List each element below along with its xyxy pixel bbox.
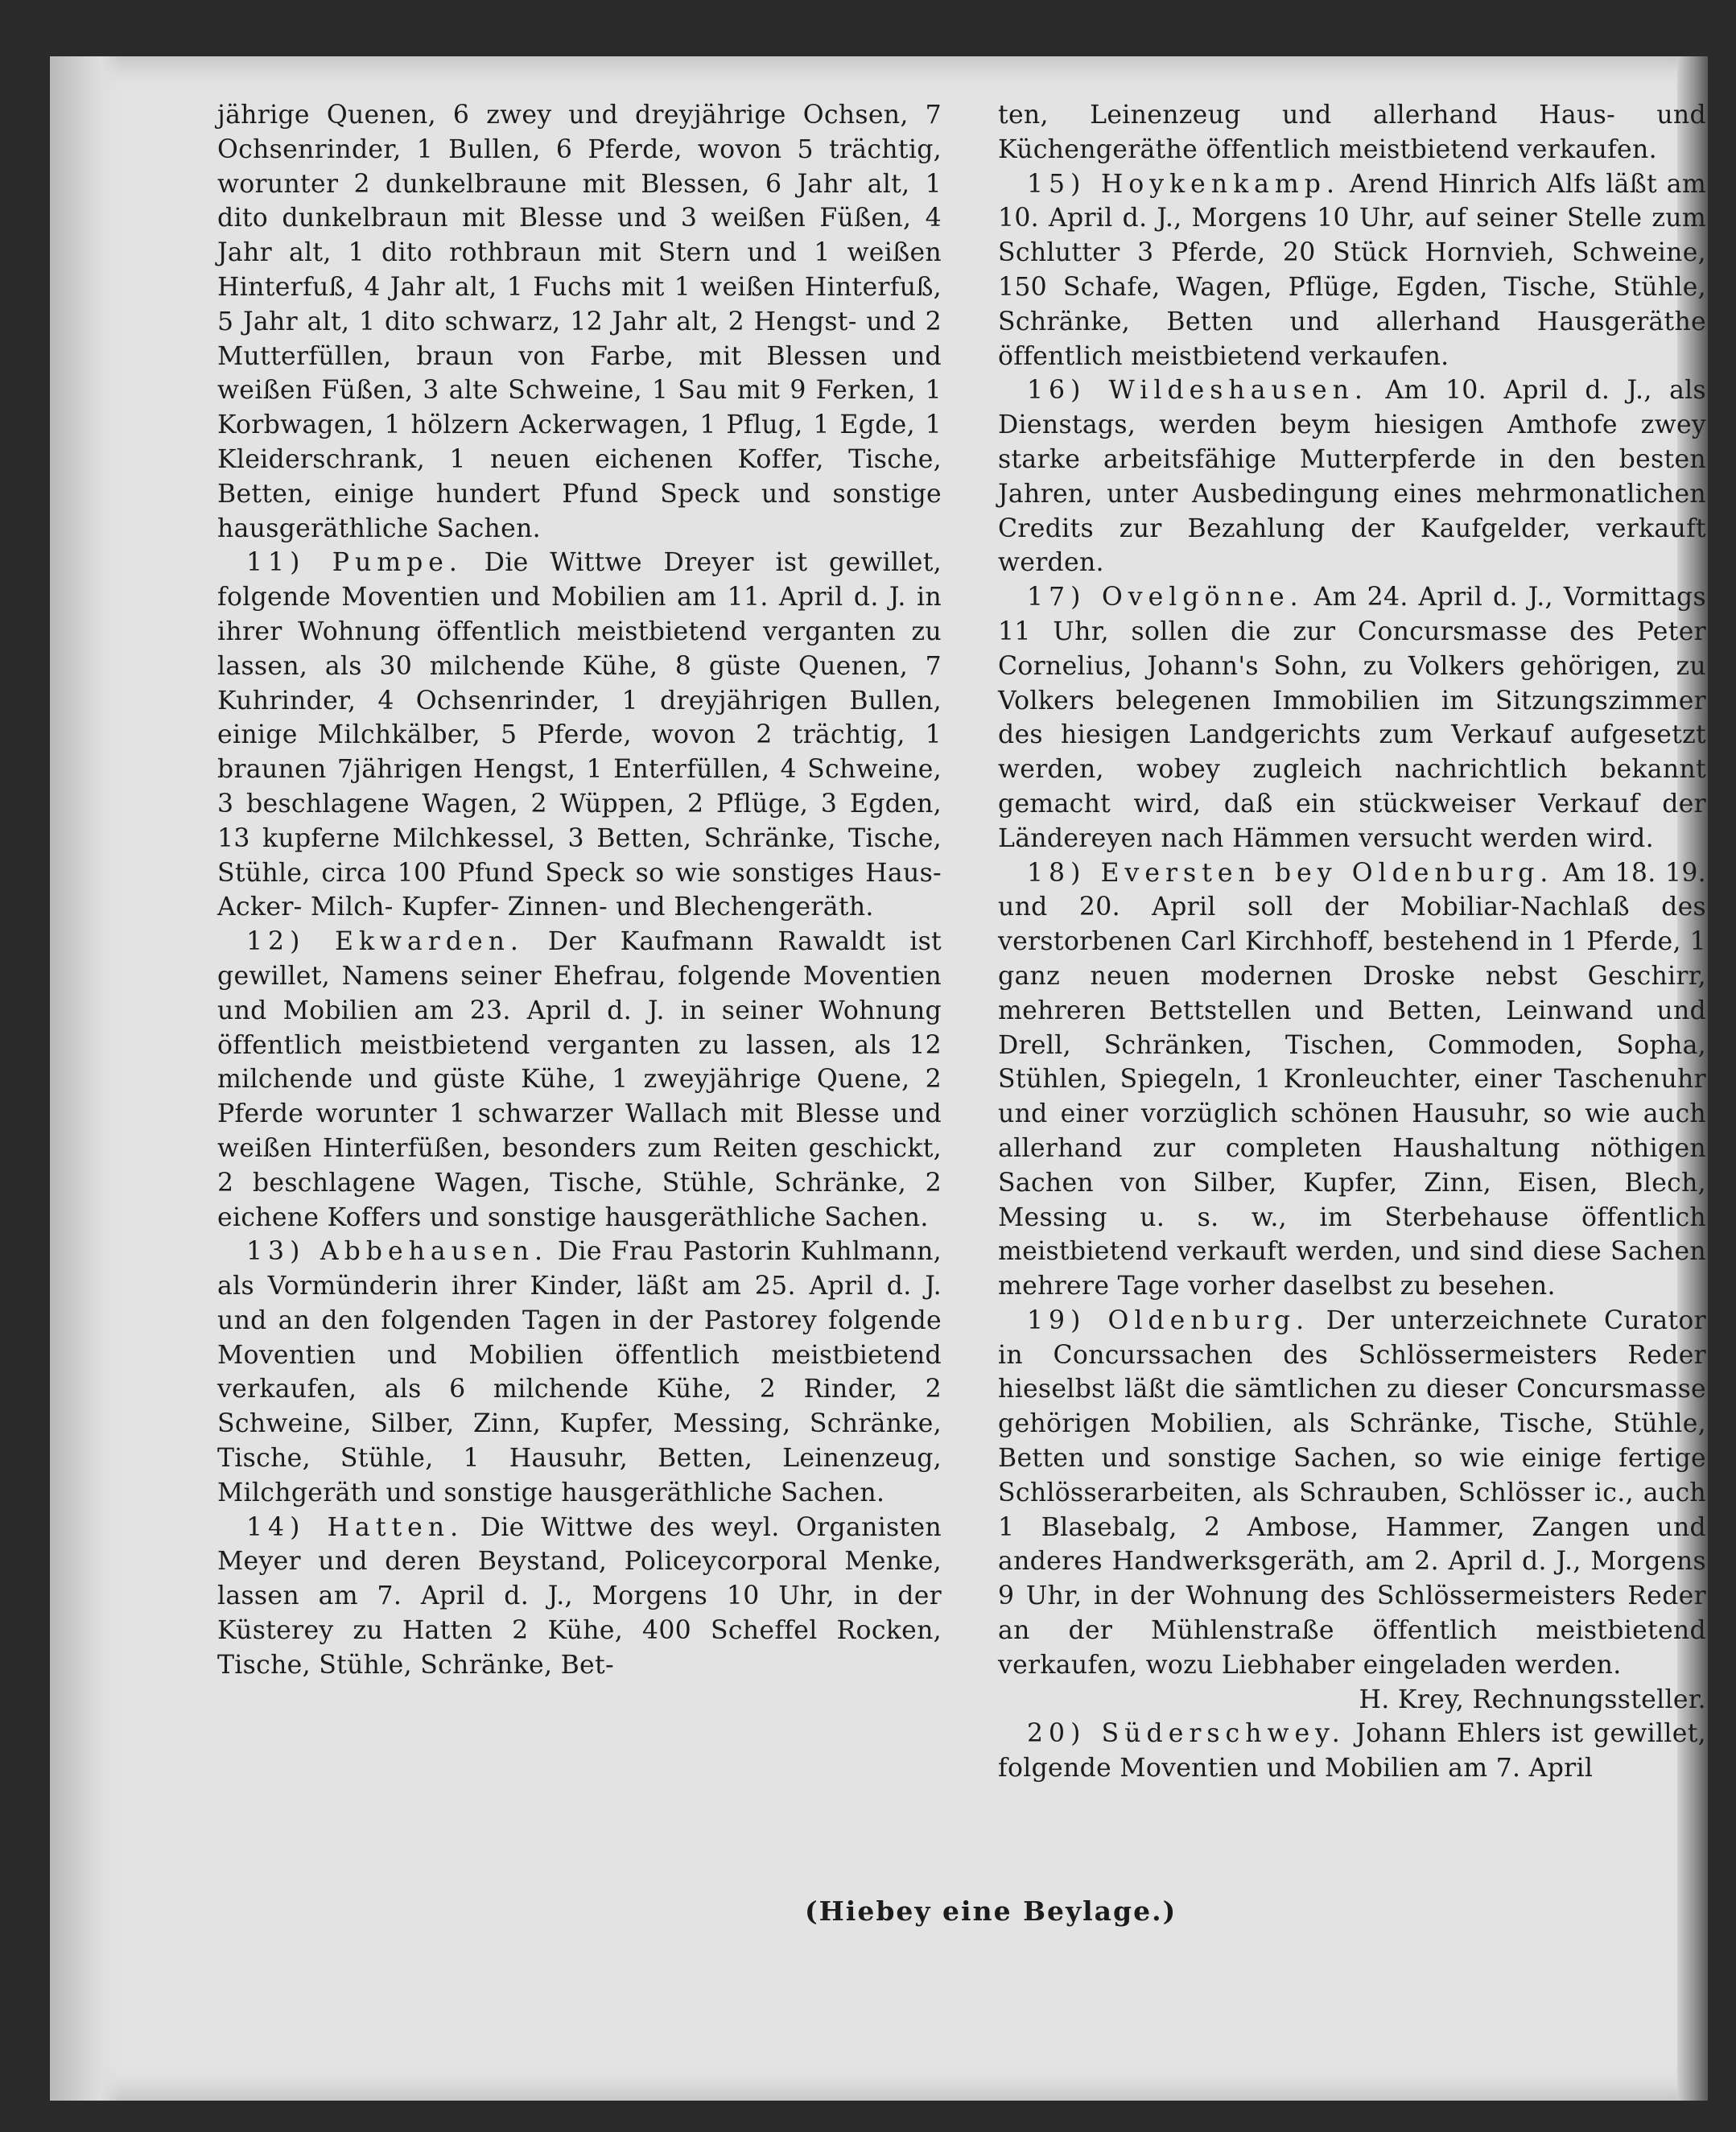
notice-continuation [217, 98, 942, 546]
notice-place: 11) Pumpe. [246, 548, 463, 578]
notice-text: Die Wittwe Dreyer ist gewillet, folgende Moventien und Mobilien am 11. April d. J. in ihrer Wohnung öffentlich meistbietend verganten zu lassen, als 30 milchende Kühe, 8 güste Quenen, 7 Kuhrinder, 4 Ochsenrinder, 1 dreyjährigen Bullen, einige Milchkälber, 5 Pferde, wovon 2 trächtig, 1 braunen 7jährigen Hengst, 1 Enterfüllen, 4 Schweine, 3 beschlagene Wagen, 2 Wüppen, 2 Pflüge, 3 Egden, 13 kupferne Milchkessel, 3 Betten, Schränke, Tische, Stühle, circa 100 Pfund Speck so wie sonstiges Haus- Acker- Milch- Kupfer- Zinnen- und Blechengeräth. [217, 548, 942, 922]
signature-text: H. Krey, Rechnungssteller. [1359, 1685, 1706, 1714]
notice-text: jährige Quenen, 6 zwey und dreyjährige Ochsen, 7 Ochsenrinder, 1 Bullen, 6 Pferde, wovon 5 trächtig, worunter 2 dunkelbraune mit Blessen, 6 Jahr alt, 1 dito dunkelbraun mit Blesse und 3 weißen Füßen, 4 Jahr alt, 1 dito rothbraun mit Stern und 1 weißen Hinterfuß, 4 Jahr alt, 1 Fuchs mit 1 weißen Hinterfuß, 5 Jahr alt, 1 dito schwarz, 12 Jahr alt, 2 Hengst- und 2 Mutterfüllen, braun von Farbe, mit Blessen und weißen Füßen, 3 alte Schweine, 1 Sau mit 9 Ferken, 1 Korbwagen, 1 hölzern Ackerwagen, 1 Pflug, 1 Egde, 1 Kleiderschrank, 1 neuen eichenen Koffer, Tische, Betten, einige hundert Pfund Speck und sonstige hausgeräthliche Sachen. [217, 101, 942, 543]
notice-text: Der Kaufmann Rawaldt ist gewillet, Namens seiner Ehefrau, folgende Moventien und Mobilien am 23. April d. J. in seiner Wohnung öffentlich meistbietend verganten zu lassen, als 12 milchende und güste Kühe, 1 zweyjährige Quene, 2 Pferde worunter 1 schwarzer Wallach mit Blesse und weißen Hinterfüßen, besonders zum Reiten geschickt, 2 beschlagene Wagen, Tische, Stühle, Schränke, 2 eichene Koffers und sonstige hausgeräthliche Sachen. [217, 927, 942, 1232]
left-column [217, 98, 942, 1683]
notice-text: Johann Ehlers ist gewillet, folgende Moventien und Mobilien am 7. April [998, 1719, 1706, 1784]
notice-text: Der unterzeichnete Curator in Concurssachen des Schlössermeisters Reder hieselbst läßt die sämtlichen zu dieser Concursmasse gehörigen Mobilien, als Schränke, Tische, Stühle, Betten und sonstige Sachen, so wie einige fertige Schlösserarbeiten, als Schrauben, Schlösser ic., auch 1 Blasebalg, 2 Ambose, Hammer, Zangen und anderes Handwerksgeräth, am 2. April d. J., Morgens 9 Uhr, in der Wohnung des Schlössermeisters Reder an der Mühlenstraße öffentlich meistbietend verkaufen, wozu Liebhaber eingeladen werden. [998, 1305, 1706, 1680]
notice-place: 12) Ekwarden. [246, 927, 524, 957]
notice-place: 15) Hoykenkamp. [1027, 169, 1340, 199]
notice-13 [217, 1235, 942, 1510]
notice-text: ten, Leinenzeug und allerhand Haus- und Küchengeräthe öffentlich meistbietend verkaufen. [998, 101, 1706, 164]
notice-18 [998, 856, 1706, 1304]
notice-place: 13) Abbehausen. [246, 1237, 549, 1267]
notice-text: Am 24. April d. J., Vormittags 11 Uhr, sollen die zur Concursmasse des Peter Cornelius, Johann's Sohn, zu Volkers gehörigen, zu Volkers belegenen Immobilien im Sitzungszimmer des hiesigen Landgerichts zum Verkauf aufgesetzt werden, wobey zugleich nachrichtlich bekannt gemacht wird, daß ein stückweiser Verkauf der Ländereyen nach Hämmen versucht werden wird. [998, 583, 1706, 853]
notice-11 [217, 546, 942, 925]
notice-14 [217, 1511, 942, 1683]
notice-16 [998, 373, 1706, 580]
notice-text: Arend Hinrich Alfs läßt am 10. April d. J., Morgens 10 Uhr, auf seiner Stelle zum Schlutter 3 Pferde, 20 Stück Hornvieh, Schweine, 150 Schafe, Wagen, Pflüge, Egden, Tische, Stühle, Schränke, Betten und allerhand Hausgeräthe öffentlich meistbietend verkaufen. [998, 169, 1706, 371]
notice-place: 19) Oldenburg. [1027, 1305, 1310, 1335]
notice-place: 14) Hatten. [246, 1512, 464, 1542]
notice-20 [998, 1717, 1706, 1786]
notice-text: Am 10. April d. J., als Dienstags, werden beym hiesigen Amthofe zwey starke arbeitsfähige Mutterpferde in den besten Jahren, unter Ausbedingung eines mehrmonatlichen Credits zur Bezahlung der Kaufgelder, verkauft werden. [998, 376, 1706, 578]
notice-place: 17) Ovelgönne. [1027, 583, 1304, 612]
notice-text: Die Frau Pastorin Kuhlmann, als Vormünderin ihrer Kinder, läßt am 25. April d. J. und an den folgenden Tagen in der Pastorey folgende Moventien und Mobilien öffentlich meistbietend verkaufen, als 6 milchende Kühe, 2 Rinder, 2 Schweine, Silber, Zinn, Kupfer, Messing, Schränke, Tische, Stühle, 1 Hausuhr, Betten, Leinenzeug, Milchgeräth und sonstige hausgeräthliche Sachen. [217, 1237, 942, 1507]
notice-place: 16) Wildeshausen. [1027, 376, 1368, 406]
notice-text: Am 18. 19. und 20. April soll der Mobiliar-Nachlaß des verstorbenen Carl Kirchhoff, bestehend in 1 Pferde, 1 ganz neuen modernen Droske nebst Geschirr, mehreren Bettstellen und Betten, Leinwand und Drell, Schränken, Tischen, Commoden, Sopha, Stühlen, Spiegeln, 1 Kronleuchter, einer Taschenuhr und einer vorzüglich schönen Hausuhr, so wie auch allerhand zur completen Haushaltung nöthigen Sachen von Silber, Kupfer, Zinn, Eisen, Blech, Messing u. s. w., im Sterbehause öffentlich meistbietend verkauft werden, und sind diese Sachen mehrere Tage vorher daselbst zu besehen. [998, 858, 1706, 1301]
notice-19 [998, 1304, 1706, 1683]
page-gutter-shadow [50, 56, 122, 2101]
right-column [998, 98, 1706, 1786]
notice-place: 18) Eversten bey Oldenburg. [1027, 858, 1554, 888]
notice-text: Die Wittwe des weyl. Organisten Meyer und deren Beystand, Policeycorporal Menke, lassen am 7. April d. J., Morgens 10 Uhr, in der Küsterey zu Hatten 2 Kühe, 400 Scheffel Rocken, Tische, Stühle, Schränke, Bet- [217, 1512, 942, 1680]
notice-12 [217, 925, 942, 1235]
notice-17 [998, 580, 1706, 856]
notice-continuation [998, 98, 1706, 167]
notice-15 [998, 167, 1706, 374]
notice-place: 20) Süderschwey. [1027, 1719, 1346, 1749]
supplement-note: (Hiebey eine Beylage.) [805, 1895, 1177, 1927]
notice-19-signature [998, 1683, 1706, 1718]
